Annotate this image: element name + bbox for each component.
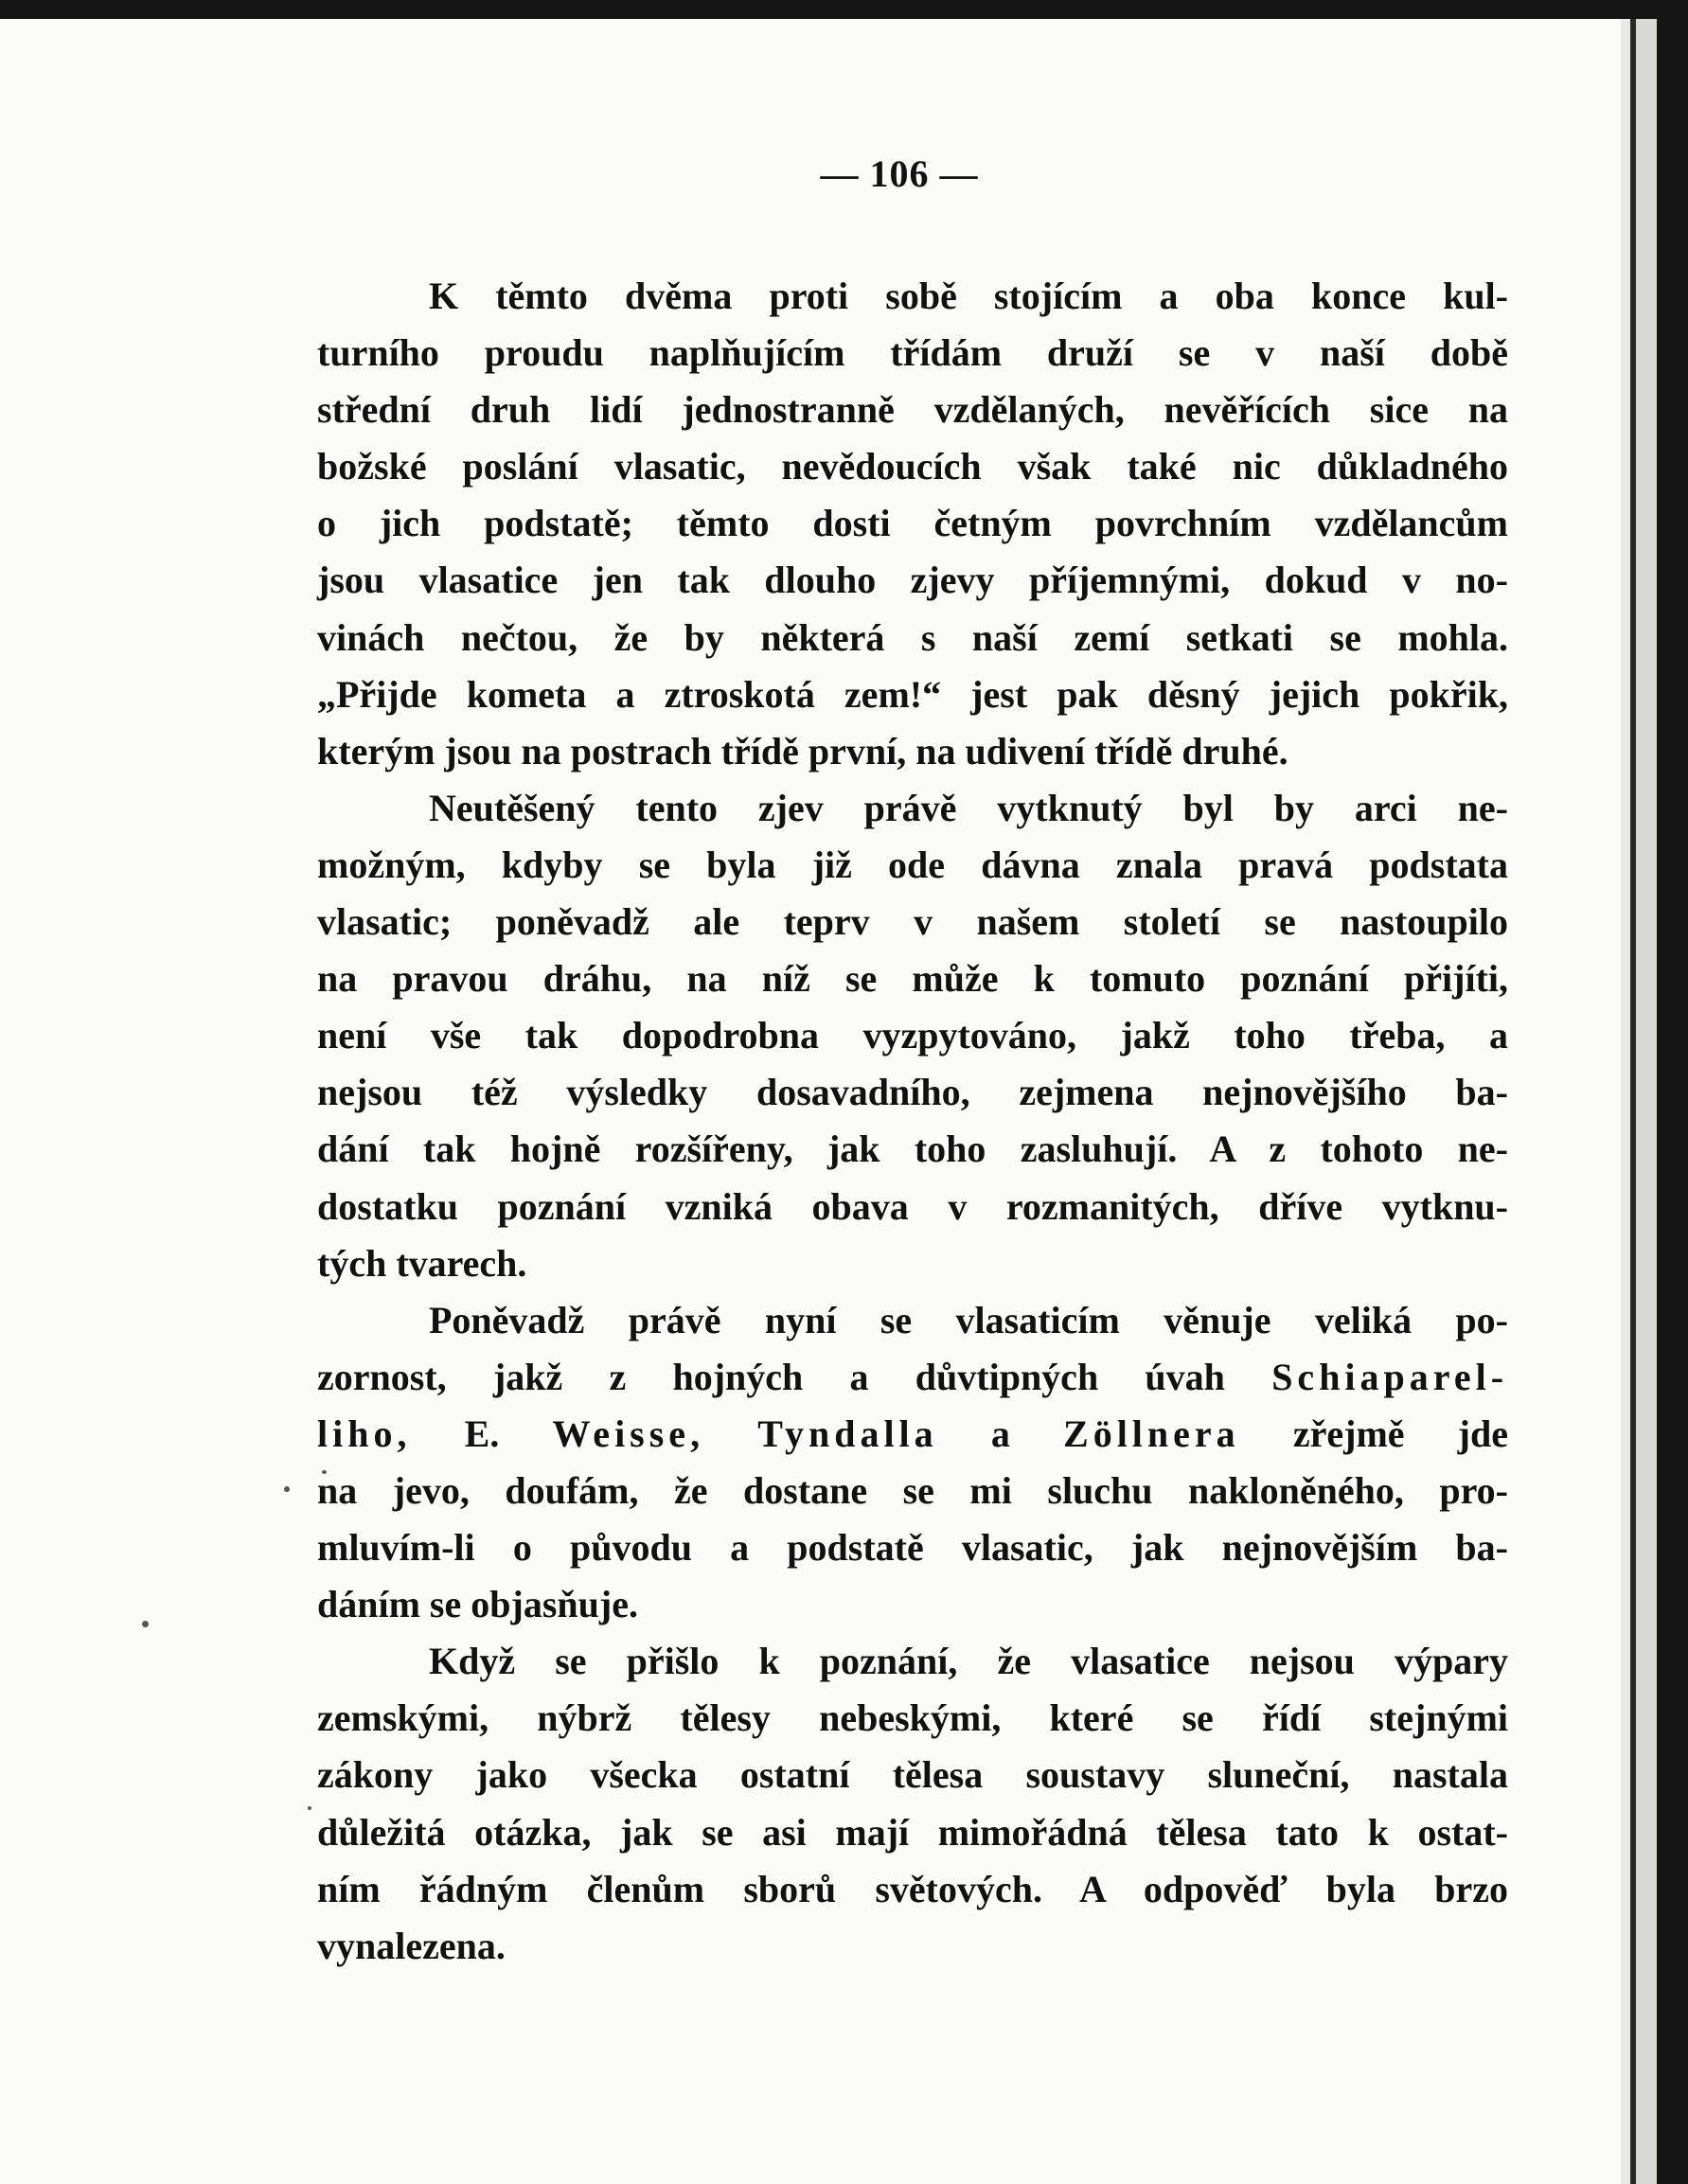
text-line: není vše tak dopodrobna vyzpytováno, jakž toho třeba, a (317, 1014, 1508, 1057)
text-line: Poněvadž právě nyní se vlasaticím věnuje veliká po- (429, 1298, 1508, 1341)
text-line: vinách nečtou, že by některá s naší zemí setkati se mohla. (317, 615, 1508, 659)
spaced-name: Tyndalla (757, 1412, 938, 1455)
text-line: střední druh lidí jednostranně vzdělaných, nevěřících sice na (317, 388, 1508, 432)
page-number: — 106 — (820, 152, 979, 195)
paragraph-1 (317, 268, 1508, 780)
text-line: možným, kdyby se byla již ode dávna znala pravá podstata (317, 843, 1508, 886)
text-line: mluvím-li o původu a podstatě vlasatic, jak nejnovějším ba- (317, 1526, 1508, 1570)
text-line: Když se přišlo k poznání, že vlasatice nejsou výpary (429, 1640, 1508, 1683)
spaced-name: Zöllnera (1063, 1412, 1240, 1455)
text-line (317, 1349, 1508, 1406)
text-line: nejsou též výsledky dosavadního, zejmena nejnovějšího ba- (317, 1071, 1508, 1114)
text-line: o jich podstatě; těmto dosti četným povrchním vzdělancům (317, 502, 1508, 545)
text-line: jsou vlasatice jen tak dlouho zjevy příjemnými, dokud v no- (317, 559, 1508, 602)
dust-speck (284, 1486, 290, 1492)
dust-speck (308, 1806, 311, 1810)
text-line: vlasatic; poněvadž ale teprv v našem století se nastoupilo (317, 900, 1508, 944)
body-text (317, 268, 1508, 1975)
next-page-edge (1636, 19, 1657, 2184)
text-line: božské poslání vlasatic, nevědoucích však také nic důkladného (317, 445, 1508, 488)
text-line: na pravou dráhu, na níž se může k tomuto poznání přijíti, (317, 957, 1508, 1001)
text-line: kterým jsou na postrach třídě první, na udivení třídě druhé. (317, 729, 1288, 772)
text-line: tých tvarech. (317, 1241, 527, 1285)
text-fragment: zřejmě jde (1292, 1412, 1509, 1455)
page-edge (1621, 19, 1630, 2184)
paragraph-3 (317, 1292, 1508, 1634)
text-line: na jevo, doufám, že dostane se mi sluchu nakloněného, pro- (317, 1468, 1508, 1512)
text-line: Neutěšený tento zjev právě vytknutý byl by arci ne- (429, 786, 1508, 829)
text-fragment: zornost, jakž z hojných a důvtipných úvah (317, 1355, 1225, 1398)
text-line: K těmto dvěma proti sobě stojícím a oba konce kul- (429, 275, 1508, 317)
text-line (317, 1406, 1508, 1463)
text-line: turního proudu naplňujícím třídám druží se v naší době (317, 331, 1508, 375)
spaced-name: Schiaparel- (1271, 1355, 1509, 1398)
text-fragment: a (990, 1412, 1010, 1455)
text-fragment: E. (464, 1412, 500, 1455)
spaced-name: Weisse, (552, 1412, 705, 1455)
text-line: zemskými, nýbrž tělesy nebeskými, které se řídí stejnými (317, 1696, 1508, 1740)
text-line: dání tak hojně rozšířeny, jak toho zasluhují. A z tohoto ne- (317, 1128, 1508, 1171)
text-line: vynalezena. (317, 1924, 506, 1967)
paragraph-4 (317, 1633, 1508, 1975)
text-line: „Přijde kometa a ztroskotá zem!“ jest pak děsný jejich pokřik, (317, 672, 1508, 716)
dust-speck (142, 1621, 149, 1627)
spaced-name: liho, (317, 1412, 412, 1455)
text-line: ním řádným členům sborů světových. A odpověď byla brzo (317, 1867, 1508, 1910)
text-line: dáním se objasňuje. (317, 1583, 638, 1626)
text-line: důležitá otázka, jak se asi mají mimořádná tělesa tato k ostat- (317, 1810, 1508, 1854)
text-line: zákony jako všecka ostatní tělesa soustavy sluneční, nastala (317, 1753, 1508, 1797)
text-line: dostatku poznání vzniká obava v rozmanitých, dříve vytknu- (317, 1184, 1508, 1228)
paragraph-2 (317, 780, 1508, 1292)
